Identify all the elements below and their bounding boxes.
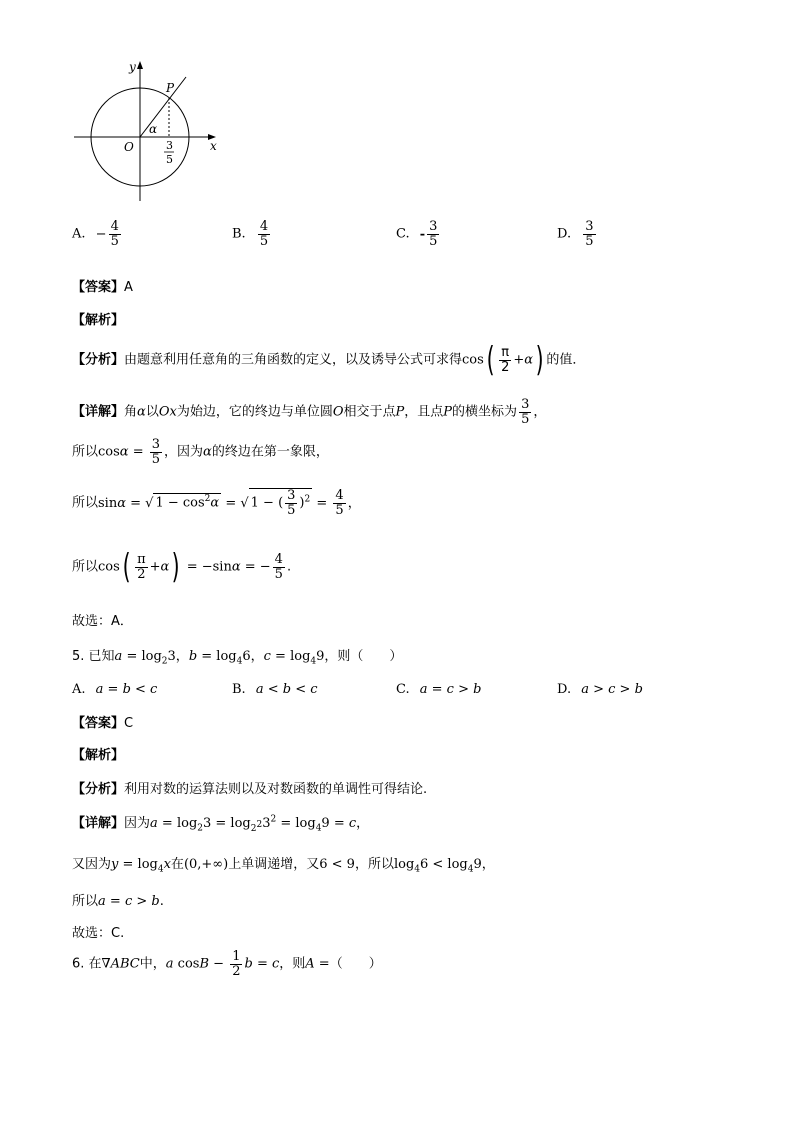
q5-guxuan: 故选：C. — [72, 926, 125, 941]
q4-xiangjie-line4: 所以cos( $\frac{\pi}{2}$ +α) = −sinα = − $\frac{4}{5}$ . — [72, 547, 292, 587]
q4-guxuan: 故选：A． — [72, 614, 133, 629]
q4-option-a: A. − $\frac{4}{5}$ — [72, 219, 119, 249]
q4-option-c: C. - $\frac{3}{5}$ — [396, 219, 438, 249]
q5-xiangjie-line1: 【详解】因为$a = \log_23 = \log_{2^2}3^2 = \log_49 = c$， — [72, 814, 370, 834]
q5-option-b: B. a < b < c — [232, 682, 318, 697]
q5-option-a: A. a = b < c — [72, 682, 158, 697]
q5-fenxi: 【分析】利用对数的运算法则以及对数函数的单调性可得结论. — [72, 782, 428, 797]
q4-xiangjie-line1: 【详解】角α以Ox为始边，它的终边与单位圆O相交于点P，且点P的横坐标为 $\frac{3}{5}$ ， — [72, 397, 547, 427]
label-x: x — [210, 139, 217, 153]
y-axis-arrow — [137, 61, 143, 69]
q5-analysis-tag: 【解析】 — [72, 748, 125, 763]
label-P: P — [166, 81, 175, 95]
label-O: O — [124, 140, 134, 154]
q4-option-b: B. $\frac{4}{5}$ — [232, 219, 269, 249]
q4-answer: 【答案】A — [72, 280, 133, 295]
q5-xiangjie-line2: 又因为$y = \log_4x$在(0,+∞)上单调递增，又6 < 9，所以$\log_46 < \log_49$， — [72, 857, 495, 875]
q5-stem: 5. 已知$a = \log_23$，$b = \log_46$，$c = \log_49$，则（ ） — [72, 649, 403, 667]
q4-xiangjie-line2: 所以cosα = $\frac{3}{5}$ ，因为α的终边在第一象限， — [72, 437, 329, 467]
q4-analysis-tag: 【解析】 — [72, 313, 125, 328]
unit-circle-figure — [60, 55, 230, 205]
label-three: 3 — [166, 139, 173, 152]
label-alpha: α — [149, 122, 158, 136]
q5-xiangjie-line3: 所以a = c > b. — [72, 894, 164, 909]
q4-option-d: D. $\frac{3}{5}$ — [557, 219, 594, 249]
q4-fenxi: 【分析】由题意利用任意角的三角函数的定义，以及诱导公式可求得cos( $\frac{\pi}{2}$ +α) 的值． — [72, 340, 586, 380]
q5-option-d: D. a > c > b — [557, 682, 643, 697]
q6-stem: 6. 在∇ABC中，a cosB − $\frac{1}{2}$ b = c，则A =（ ） — [72, 949, 382, 979]
q5-option-c: C. a = c > b — [396, 682, 482, 697]
q5-answer: 【答案】C — [72, 716, 134, 731]
q4-xiangjie-line3: 所以sinα = √ $1 - \cos^2\alpha$ = √ 1 − ( $\frac{3}{5}$ )$^2$ = $\frac{4}{5}$ ， — [72, 488, 361, 518]
label-y: y — [129, 60, 136, 74]
label-five: 5 — [166, 153, 173, 166]
